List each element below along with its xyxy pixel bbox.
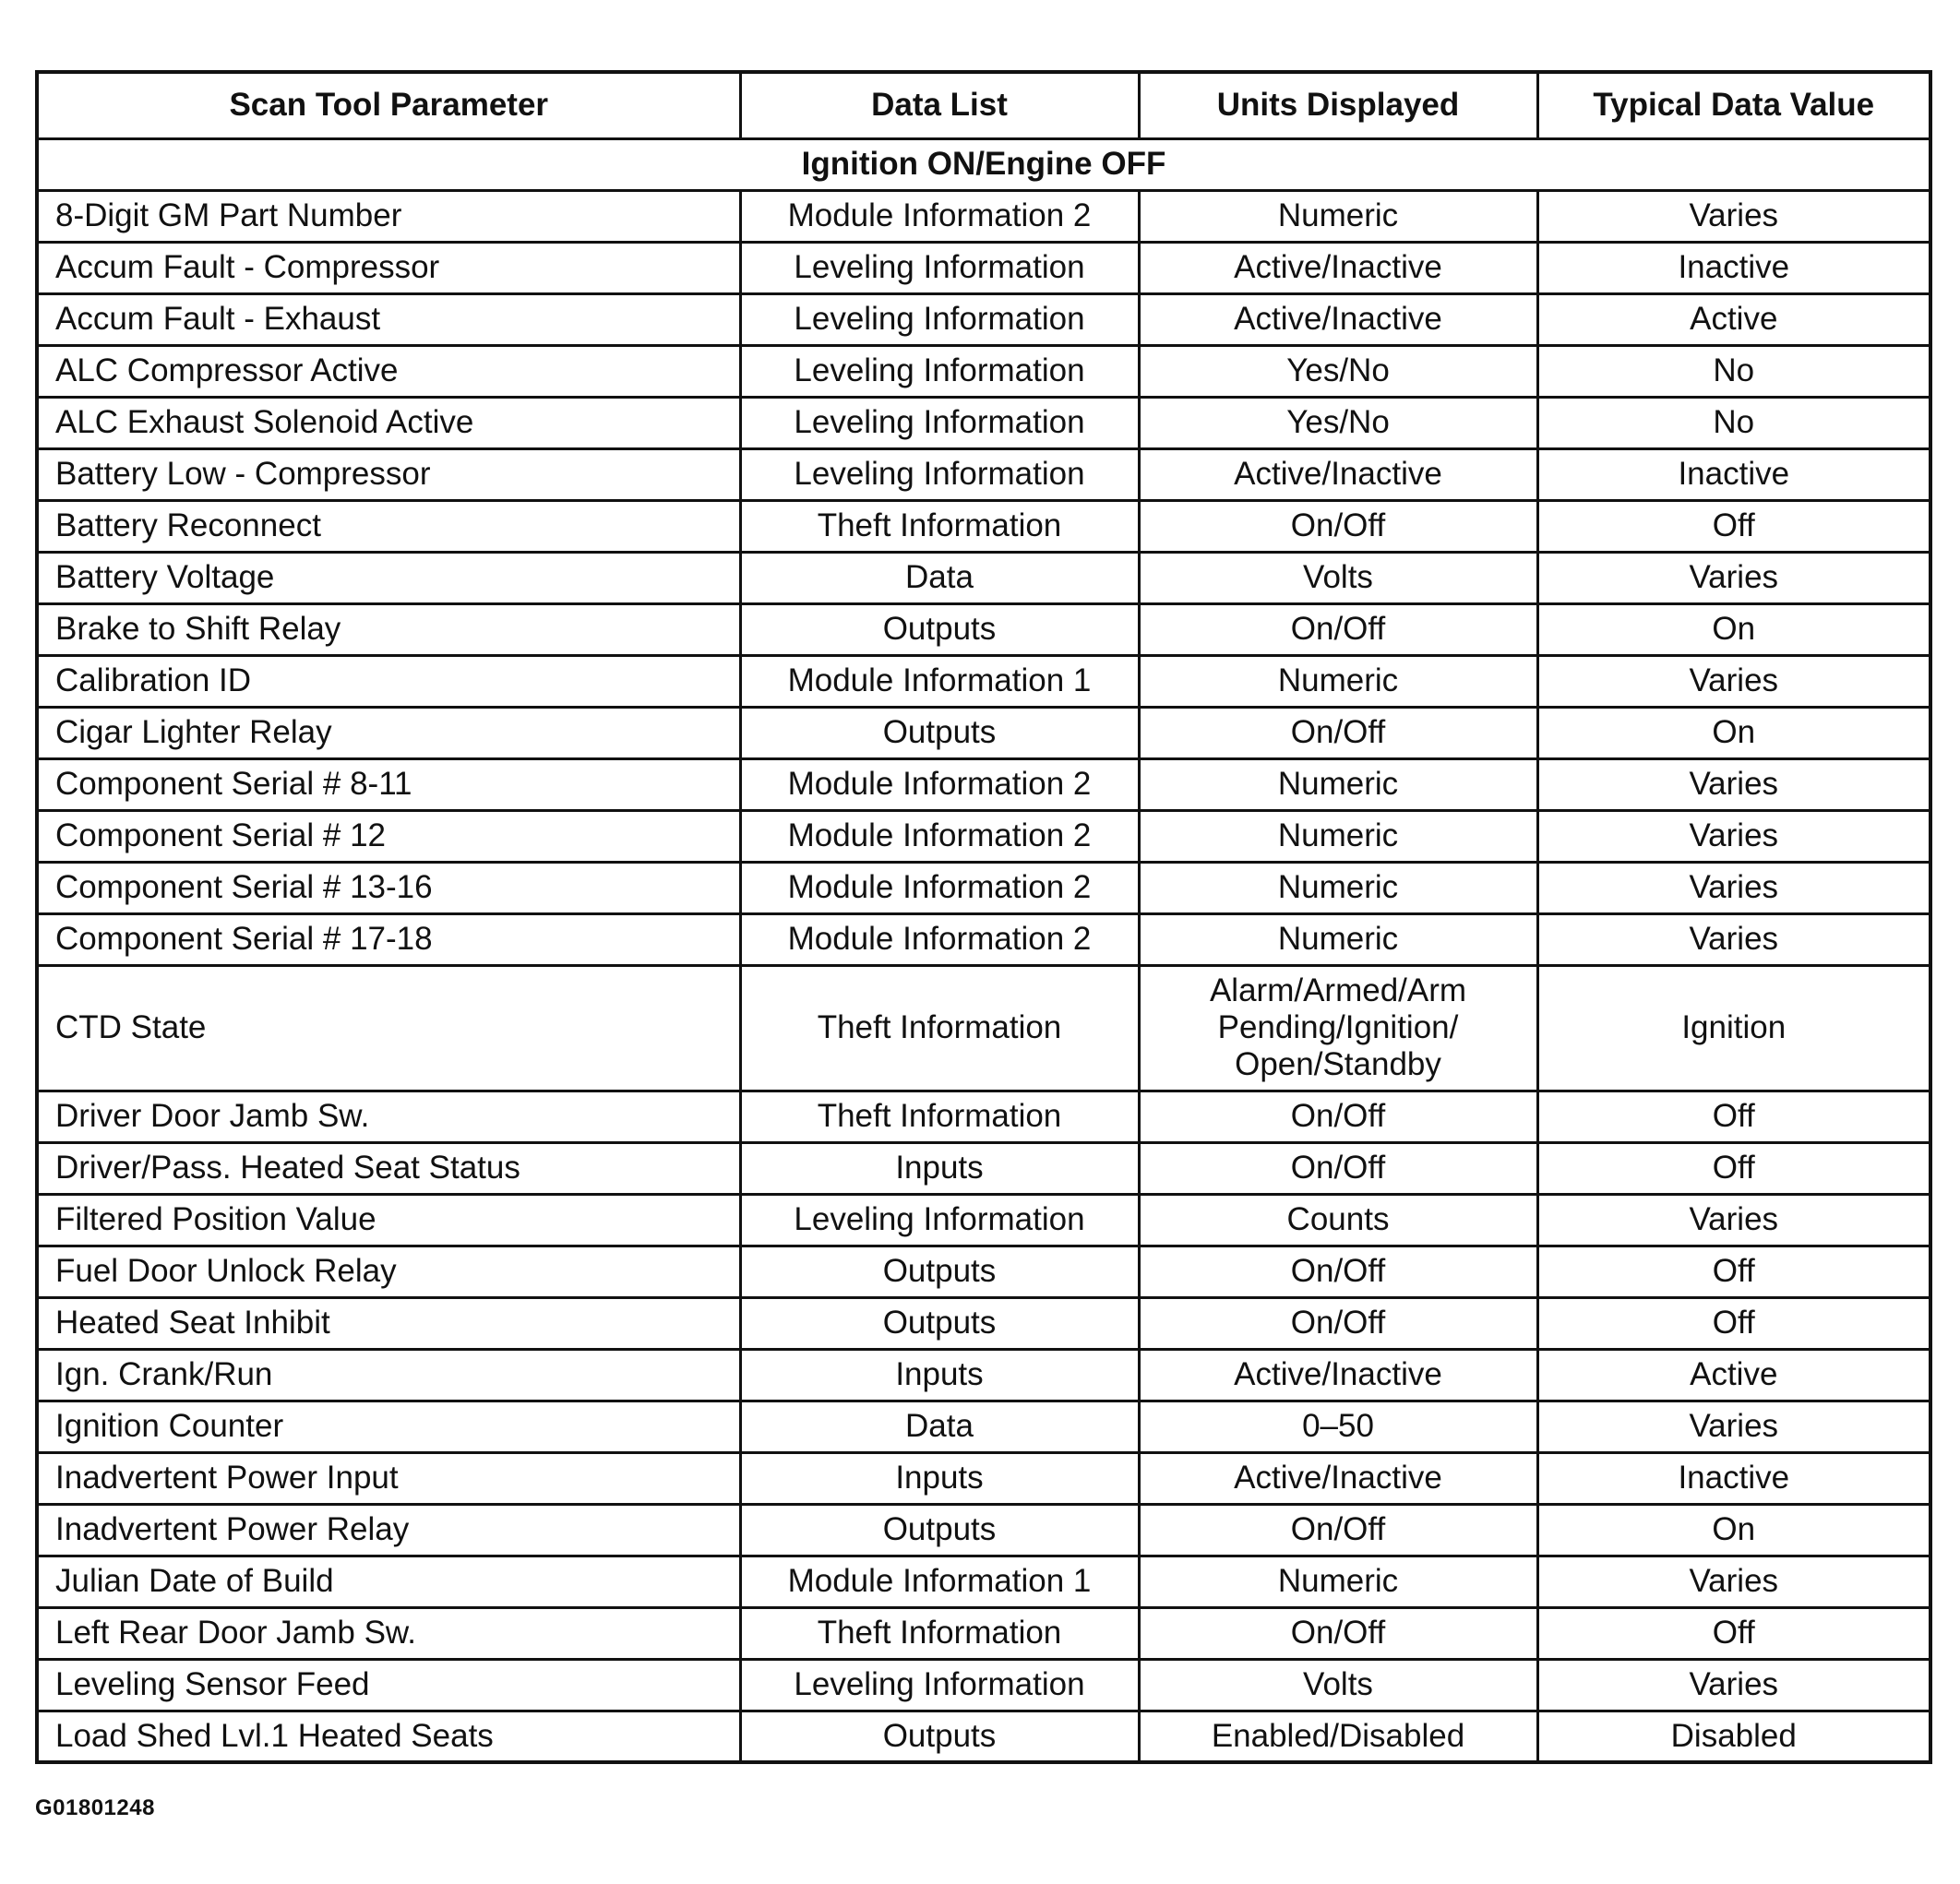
table-row [37,1607,1930,1659]
parameter-cell: Julian Date of Build [37,1556,740,1607]
table-row [37,1194,1930,1246]
typical-value-cell: Inactive [1537,448,1930,500]
parameter-cell: Accum Fault - Exhaust [37,293,740,345]
typical-value-cell: Off [1537,1091,1930,1142]
table-row [37,1142,1930,1194]
table-row [37,1091,1930,1142]
parameter-cell: Ign. Crank/Run [37,1349,740,1401]
units-cell: 0–50 [1139,1401,1537,1452]
data-list-cell: Leveling Information [740,242,1139,293]
header-typical-data-value: Typical Data Value [1537,72,1930,138]
data-list-cell: Module Information 1 [740,1556,1139,1607]
units-cell: Active/Inactive [1139,448,1537,500]
parameter-cell: Component Serial # 12 [37,810,740,862]
typical-value-cell: Off [1537,1607,1930,1659]
parameter-cell: Brake to Shift Relay [37,603,740,655]
data-list-cell: Leveling Information [740,1194,1139,1246]
table-row [37,707,1930,758]
units-cell: Numeric [1139,913,1537,965]
table-header [37,72,1930,138]
data-list-cell: Module Information 1 [740,655,1139,707]
units-cell: Counts [1139,1194,1537,1246]
parameter-cell: Fuel Door Unlock Relay [37,1246,740,1297]
parameter-cell: ALC Exhaust Solenoid Active [37,397,740,448]
typical-value-cell: Varies [1537,913,1930,965]
data-list-cell: Leveling Information [740,1659,1139,1711]
typical-value-cell: Active [1537,293,1930,345]
typical-value-cell: Off [1537,1297,1930,1349]
data-list-cell: Data [740,552,1139,603]
units-cell: Volts [1139,1659,1537,1711]
units-cell: Active/Inactive [1139,1349,1537,1401]
table-row [37,552,1930,603]
parameter-cell: Component Serial # 13-16 [37,862,740,913]
table-row [37,965,1930,1091]
parameter-cell: Driver Door Jamb Sw. [37,1091,740,1142]
parameter-cell: Battery Low - Compressor [37,448,740,500]
units-cell: On/Off [1139,1504,1537,1556]
parameter-cell: Battery Voltage [37,552,740,603]
section-title: Ignition ON/Engine OFF [37,138,1930,190]
header-data-list: Data List [740,72,1139,138]
table-row [37,1659,1930,1711]
typical-value-cell: Varies [1537,1659,1930,1711]
data-list-cell: Module Information 2 [740,190,1139,242]
parameter-cell: Calibration ID [37,655,740,707]
parameter-cell: Driver/Pass. Heated Seat Status [37,1142,740,1194]
table-row [37,242,1930,293]
table-row [37,810,1930,862]
units-cell: Numeric [1139,758,1537,810]
data-list-cell: Module Information 2 [740,810,1139,862]
units-cell: On/Off [1139,707,1537,758]
parameter-cell: Accum Fault - Compressor [37,242,740,293]
header-scan-tool-parameter: Scan Tool Parameter [37,72,740,138]
typical-value-cell: Varies [1537,1194,1930,1246]
header-row [37,72,1930,138]
data-list-cell: Inputs [740,1349,1139,1401]
section-row [37,138,1930,190]
units-cell: On/Off [1139,1142,1537,1194]
typical-value-cell: Varies [1537,810,1930,862]
parameter-cell: Inadvertent Power Input [37,1452,740,1504]
units-cell: On/Off [1139,1297,1537,1349]
table-row [37,1504,1930,1556]
data-list-cell: Leveling Information [740,397,1139,448]
table-row [37,1401,1930,1452]
parameter-cell: CTD State [37,965,740,1091]
typical-value-cell: Varies [1537,862,1930,913]
units-cell: On/Off [1139,1091,1537,1142]
data-list-cell: Theft Information [740,1091,1139,1142]
table-row [37,190,1930,242]
table-row [37,448,1930,500]
data-list-cell: Outputs [740,1297,1139,1349]
typical-value-cell: Inactive [1537,1452,1930,1504]
data-list-cell: Theft Information [740,965,1139,1091]
table-row [37,1349,1930,1401]
units-cell: Active/Inactive [1139,293,1537,345]
parameter-cell: ALC Compressor Active [37,345,740,397]
table-row [37,655,1930,707]
data-list-cell: Outputs [740,707,1139,758]
data-list-cell: Data [740,1401,1139,1452]
table-row [37,1297,1930,1349]
units-cell: Active/Inactive [1139,242,1537,293]
data-list-cell: Leveling Information [740,448,1139,500]
typical-value-cell: Inactive [1537,242,1930,293]
parameter-cell: Ignition Counter [37,1401,740,1452]
typical-value-cell: Active [1537,1349,1930,1401]
data-list-cell: Outputs [740,1711,1139,1762]
table-row [37,1556,1930,1607]
units-cell: Numeric [1139,1556,1537,1607]
data-list-cell: Inputs [740,1142,1139,1194]
table-row [37,603,1930,655]
units-cell: Volts [1139,552,1537,603]
units-cell: Yes/No [1139,397,1537,448]
data-list-cell: Theft Information [740,1607,1139,1659]
parameter-cell: 8-Digit GM Part Number [37,190,740,242]
typical-value-cell: Off [1537,1142,1930,1194]
data-list-cell: Outputs [740,603,1139,655]
parameter-cell: Cigar Lighter Relay [37,707,740,758]
units-cell: On/Off [1139,1607,1537,1659]
figure-code: G01801248 [35,1795,155,1820]
typical-value-cell: Ignition [1537,965,1930,1091]
data-list-cell: Leveling Information [740,345,1139,397]
table-row [37,862,1930,913]
parameter-cell: Battery Reconnect [37,500,740,552]
data-list-cell: Theft Information [740,500,1139,552]
typical-value-cell: Varies [1537,1556,1930,1607]
units-cell: On/Off [1139,603,1537,655]
units-cell: Numeric [1139,655,1537,707]
typical-value-cell: Varies [1537,552,1930,603]
data-list-cell: Module Information 2 [740,913,1139,965]
typical-value-cell: Off [1537,1246,1930,1297]
table-row [37,500,1930,552]
data-list-cell: Module Information 2 [740,758,1139,810]
header-units-displayed: Units Displayed [1139,72,1537,138]
table-row [37,1452,1930,1504]
data-list-cell: Leveling Information [740,293,1139,345]
units-cell: Numeric [1139,862,1537,913]
table-row [37,913,1930,965]
table-row [37,397,1930,448]
parameter-cell: Heated Seat Inhibit [37,1297,740,1349]
parameter-cell: Component Serial # 17-18 [37,913,740,965]
typical-value-cell: No [1537,397,1930,448]
parameter-cell: Left Rear Door Jamb Sw. [37,1607,740,1659]
typical-value-cell: Disabled [1537,1711,1930,1762]
units-cell: Alarm/Armed/Arm Pending/Ignition/ Open/Standby [1139,965,1537,1091]
data-list-cell: Outputs [740,1504,1139,1556]
parameter-cell: Load Shed Lvl.1 Heated Seats [37,1711,740,1762]
parameter-cell: Component Serial # 8-11 [37,758,740,810]
units-cell: Active/Inactive [1139,1452,1537,1504]
scan-tool-data-table [35,70,1932,1764]
typical-value-cell: Off [1537,500,1930,552]
table-row [37,293,1930,345]
typical-value-cell: Varies [1537,655,1930,707]
units-cell: Numeric [1139,810,1537,862]
data-list-cell: Module Information 2 [740,862,1139,913]
units-cell: Yes/No [1139,345,1537,397]
typical-value-cell: No [1537,345,1930,397]
table-row [37,758,1930,810]
table-row [37,1711,1930,1762]
units-cell: On/Off [1139,500,1537,552]
typical-value-cell: Varies [1537,190,1930,242]
units-cell: Numeric [1139,190,1537,242]
typical-value-cell: On [1537,1504,1930,1556]
parameter-cell: Filtered Position Value [37,1194,740,1246]
typical-value-cell: On [1537,603,1930,655]
parameter-cell: Leveling Sensor Feed [37,1659,740,1711]
table-row [37,1246,1930,1297]
table-body [37,138,1930,1762]
data-list-cell: Outputs [740,1246,1139,1297]
units-cell: Enabled/Disabled [1139,1711,1537,1762]
units-cell: On/Off [1139,1246,1537,1297]
typical-value-cell: Varies [1537,1401,1930,1452]
data-list-cell: Inputs [740,1452,1139,1504]
parameter-cell: Inadvertent Power Relay [37,1504,740,1556]
typical-value-cell: Varies [1537,758,1930,810]
table-row [37,345,1930,397]
typical-value-cell: On [1537,707,1930,758]
